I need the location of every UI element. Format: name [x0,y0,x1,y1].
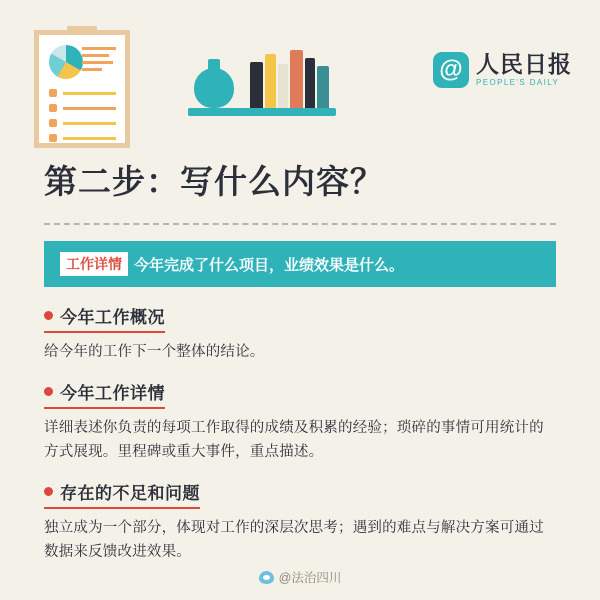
section-item [44,303,556,365]
weibo-icon [259,571,274,584]
book-icon [250,62,263,108]
at-sign-icon: @ [433,52,469,88]
section-body: 给今年的工作下一个整体的结论。 [44,344,265,360]
book-icon [278,64,288,108]
books-shelf-icon [188,44,336,116]
text-lines-icon [82,47,116,75]
section-item [44,479,556,565]
section-body: 详细表述你负责的每项工作取得的成绩及积累的经验；琐碎的事情可用统计的方式展现。里程碑或重大事件，重点描述。 [44,419,544,460]
footer-credit [0,568,600,586]
bullet-dot-icon [44,487,53,496]
banner-tag: 工作详情 [60,252,128,276]
highlight-banner [44,241,556,287]
report-clipboard-icon [34,30,130,148]
section-title: 存在的不足和问题 [60,483,200,503]
logo-text [476,52,572,88]
section-heading [44,479,200,509]
section-title: 今年工作概况 [60,308,165,327]
header-illustration-band [0,0,600,150]
logo-chinese-name: 人民日报 [476,51,572,77]
section-heading [44,379,165,409]
book-icon [317,66,329,108]
section-title: 今年工作详情 [60,383,165,403]
bullet-dot-icon [44,387,53,396]
page-title: 第二步：写什么内容？ [44,163,384,200]
book-icon [265,54,276,108]
dashed-divider [44,223,556,225]
pie-chart-icon [49,45,83,79]
logo-english-name: PEOPLE'S DAILY [476,78,560,88]
list-rows-icon [49,89,116,149]
content-sections [44,303,556,565]
book-icon [305,58,315,108]
section-heading [44,303,165,333]
vase-icon [194,68,234,108]
book-icon [290,50,303,108]
clipboard-clip-icon [67,26,97,35]
footer-account-name: @法治四川 [278,571,342,585]
peoples-daily-logo [433,52,572,88]
banner-text: 今年完成了什么项目，业绩效果是什么。 [134,256,405,274]
section-body: 独立成为一个部分，体现对工作的深层次思考；遇到的难点与解决方案可通过数据来反馈改进效果。 [44,519,544,560]
shelf-bar [188,108,336,116]
section-item [44,379,556,465]
bullet-dot-icon [44,311,53,320]
